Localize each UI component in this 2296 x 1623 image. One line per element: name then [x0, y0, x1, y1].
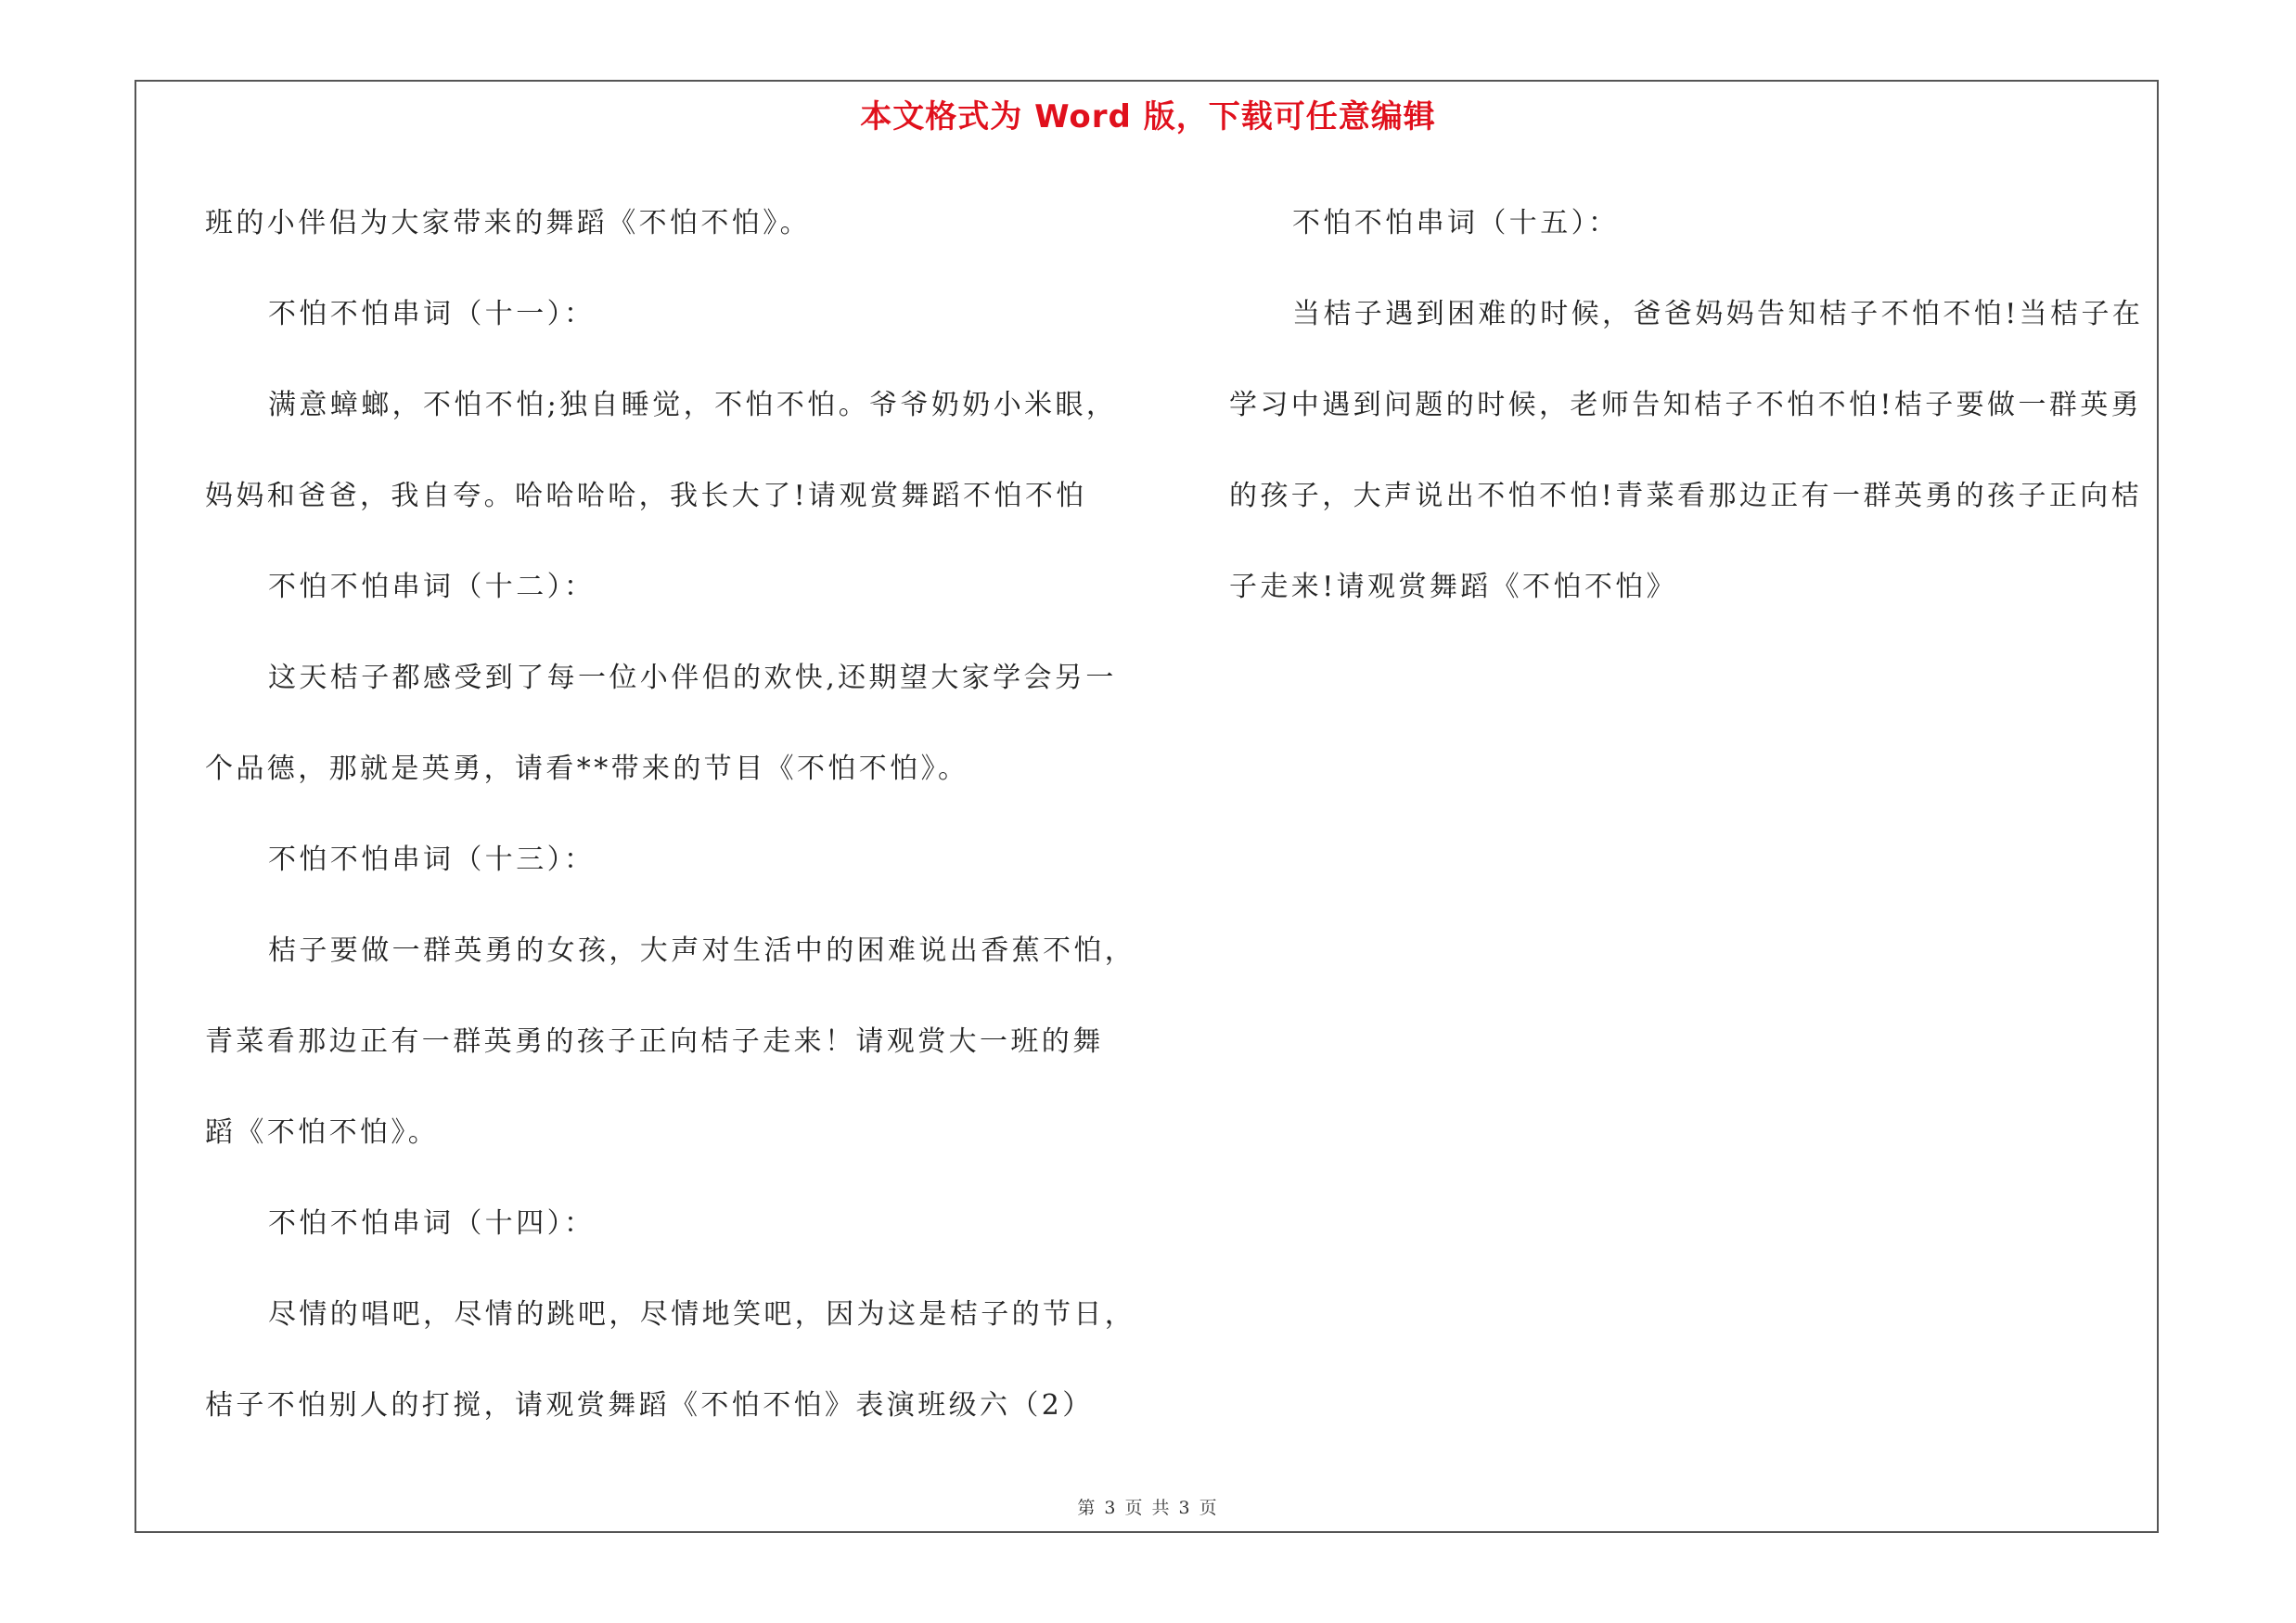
- paragraph: 满意蟑螂，不怕不怕;独自睡觉，不怕不怕。爷爷奶奶小米眼，: [268, 389, 1118, 421]
- left-column: [205, 178, 1142, 1451]
- section-heading: 不怕不怕串词（十四）：: [268, 1207, 596, 1240]
- section-heading: 不怕不怕串词（十三）：: [268, 844, 596, 876]
- paragraph: 青菜看那边正有一群英勇的孩子正向桔子走来！请观赏大一班的舞: [205, 1025, 1104, 1058]
- paragraph: 桔子要做一群英勇的女孩，大声对生活中的困难说出香蕉不怕，: [268, 934, 1136, 967]
- word-format-banner: 本文格式为 Word 版，下载可任意编辑: [860, 98, 1436, 135]
- paragraph: 尽情的唱吧，尽情的跳吧，尽情地笑吧，因为这是桔子的节日，: [268, 1298, 1136, 1331]
- paragraph: 当桔子遇到困难的时候，爸爸妈妈告知桔子不怕不怕!当桔子在: [1292, 298, 2144, 330]
- paragraph: 的孩子，大声说出不怕不怕!青菜看那边正有一群英勇的孩子正向桔: [1229, 480, 2143, 512]
- paragraph: 子走来!请观赏舞蹈《不怕不怕》: [1229, 571, 1678, 603]
- right-column: [1229, 178, 2157, 633]
- paragraph: 这天桔子都感受到了每一位小伴侣的欢快,还期望大家学会另一: [268, 662, 1117, 694]
- paragraph: 妈妈和爸爸，我自夸。哈哈哈哈，我长大了!请观赏舞蹈不怕不怕: [205, 480, 1087, 512]
- section-heading: 不怕不怕串词（十五）：: [1292, 207, 1620, 239]
- paragraph: 学习中遇到问题的时候，老师告知桔子不怕不怕!桔子要做一群英勇: [1229, 389, 2143, 421]
- paragraph: 班的小伴侣为大家带来的舞蹈《不怕不怕》。: [205, 207, 811, 239]
- paragraph: 个品德，那就是英勇，请看**带来的节目《不怕不怕》。: [205, 753, 969, 785]
- paragraph: 蹈《不怕不怕》。: [205, 1116, 440, 1149]
- section-heading: 不怕不怕串词（十一）：: [268, 298, 596, 330]
- paragraph: 桔子不怕别人的打搅，请观赏舞蹈《不怕不怕》表演班级六（2）: [205, 1389, 1094, 1422]
- page-number-footer: 第 3 页 共 3 页: [1077, 1498, 1219, 1518]
- section-heading: 不怕不怕串词（十二）：: [268, 571, 596, 603]
